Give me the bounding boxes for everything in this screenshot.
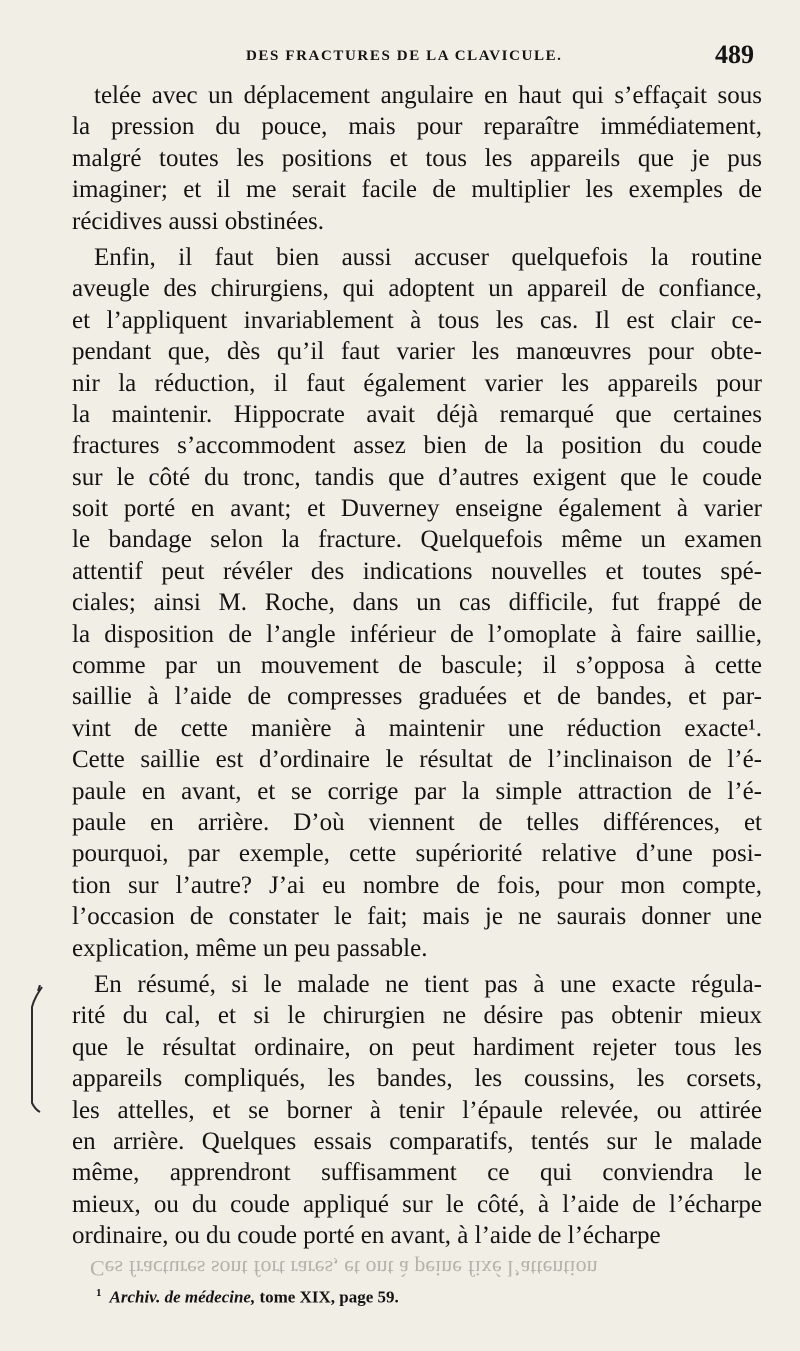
text-line: la disposition de l’angle inférieur de l’omoplate à faire saillie, [72,620,762,648]
pencil-margin-mark [26,985,46,1113]
paragraph [72,242,762,964]
text-line: la maintenir. Hippocrate avait déjà remarqué que certaines [72,400,762,428]
body-text [72,80,762,1256]
paragraph [72,969,762,1252]
text-line: l’occasion de constater le fait; mais je ne saurais donner une [72,903,762,931]
text-line: ordinaire, ou du coude porté en avant, à l’aide de l’écharpe [72,1222,661,1250]
text-line: que le résultat ordinaire, on peut hardiment rejeter tous les [72,1033,762,1061]
footnote-reference: tome XIX, page 59. [259,1287,399,1307]
text-line: pourquoi, par exemple, cette supériorité relative d’une posi- [72,840,762,868]
text-line: en arrière. Quelques essais comparatifs, tentés sur le malade [72,1127,762,1155]
text-line: sur le côté du tronc, tandis que d’autres exigent que le coude [72,463,762,491]
text-line: même, apprendront suffisamment ce qui conviendra le [72,1159,762,1187]
bleed-through-text: Ces fractures sont fort rares, et ont à peine fixé l’attention [90,1256,598,1281]
text-line: mieux, ou du coude appliqué sur le côté, à l’aide de l’écharpe [72,1190,762,1218]
text-line: malgré toutes les positions et tous les appareils que je pus [72,144,762,172]
footnote-marker: 1 [96,1287,102,1299]
text-line: Enfin, il faut bien aussi accuser quelquefois la routine [94,243,762,271]
text-line: Cette saillie est d’ordinaire le résultat de l’inclinaison de l’é- [72,746,762,774]
page-number: 489 [715,40,754,69]
text-line: saillie à l’aide de compresses graduées et de bandes, et par- [72,683,762,711]
paragraph [72,80,762,237]
text-line: comme par un mouvement de bascule; il s’opposa à cette [72,652,762,680]
text-line: pendant que, dès qu’il faut varier les manœuvres pour obte- [72,338,762,366]
running-title: DES FRACTURES DE LA CLAVICULE. [246,48,563,64]
text-line: aveugle des chirurgiens, qui adoptent un appareil de confiance, [72,275,762,303]
text-line: En résumé, si le malade ne tient pas à une exacte régula- [94,970,762,998]
text-line: appareils compliqués, les bandes, les coussins, les corsets, [72,1065,762,1093]
page-header [0,40,800,80]
text-line: rité du cal, et si le chirurgien ne désire pas obtenir mieux [72,1002,762,1030]
text-line: fractures s’accommodent assez bien de la position du coude [72,432,762,460]
text-line: tion sur l’autre? J’ai eu nombre de fois, pour mon compte, [72,871,762,899]
text-line: soit porté en avant; et Duverney enseigne également à varier [72,495,762,523]
text-line: le bandage selon la fracture. Quelquefois même un examen [72,526,762,554]
text-line: les attelles, et se borner à tenir l’épaule relevée, ou attirée [72,1096,762,1124]
text-line: attentif peut révéler des indications nouvelles et toutes spé- [72,557,762,585]
text-line: la pression du pouce, mais pour reparaître immédiatement, [72,113,762,141]
text-line: imaginer; et il me serait facile de multiplier les exemples de [72,176,762,204]
text-line: paule en arrière. D’où viennent de telles différences, et [72,808,762,836]
footnote-journal: Archiv. de médecine, [109,1287,256,1307]
text-line: vint de cette manière à maintenir une réduction exacte¹. [72,714,762,742]
text-line: nir la réduction, il faut également varier les appareils pour [72,369,762,397]
text-line: telée avec un déplacement angulaire en haut qui s’effaçait sous [94,82,762,109]
text-line: paule en avant, et se corrige par la simple attraction de l’é- [72,777,762,805]
footnote [96,1287,399,1308]
text-line: ciales; ainsi M. Roche, dans un cas difficile, fut frappé de [72,589,762,617]
text-line: et l’appliquent invariablement à tous les cas. Il est clair ce- [72,306,762,334]
text-line: récidives aussi obstinées. [72,207,325,235]
text-line: explication, même un peu passable. [72,934,428,962]
